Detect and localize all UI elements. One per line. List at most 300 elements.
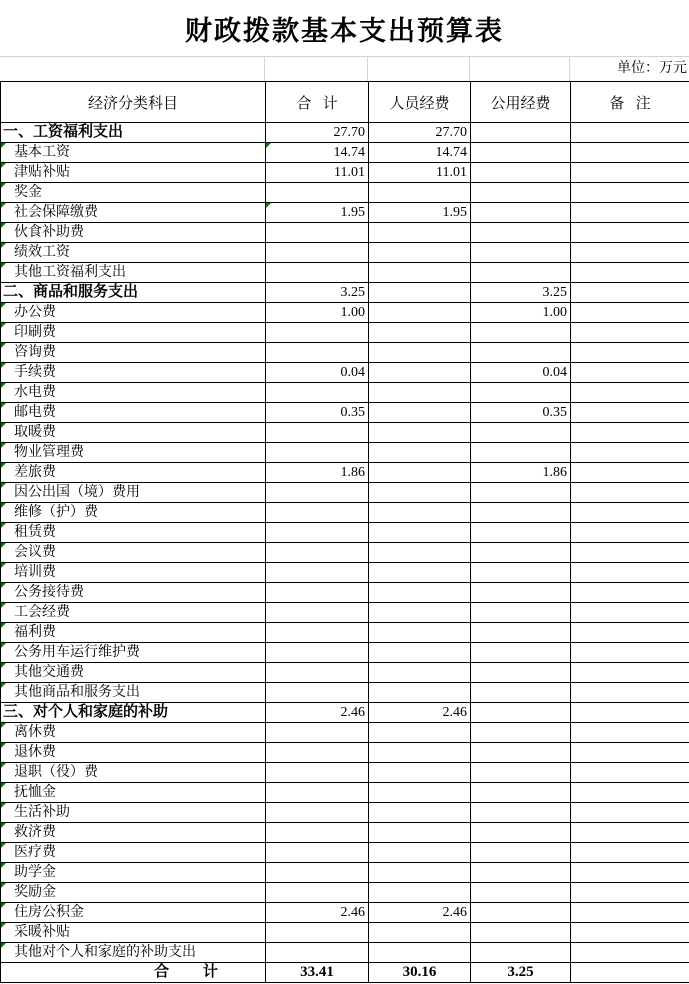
unit-note-row	[0, 56, 689, 81]
header-row	[1, 82, 689, 123]
comment-flag-icon	[1, 223, 6, 228]
row-label-cell: 水电费	[1, 383, 266, 403]
total-cell	[266, 263, 369, 283]
table-row	[1, 663, 689, 683]
personnel-cell	[369, 923, 471, 943]
public-cell	[471, 563, 571, 583]
personnel-cell: 30.16	[369, 963, 471, 983]
comment-flag-icon	[1, 483, 6, 488]
public-cell: 1.00	[471, 303, 571, 323]
total-cell	[266, 223, 369, 243]
total-cell	[266, 503, 369, 523]
public-cell	[471, 543, 571, 563]
public-cell	[471, 343, 571, 363]
total-cell	[266, 323, 369, 343]
personnel-cell	[369, 943, 471, 963]
comment-flag-icon	[1, 863, 6, 868]
total-cell	[266, 603, 369, 623]
row-label-cell: 维修（护）费	[1, 503, 266, 523]
budget-table	[0, 81, 689, 983]
table-row	[1, 703, 689, 723]
personnel-cell	[369, 443, 471, 463]
personnel-cell	[369, 863, 471, 883]
note-cell	[571, 783, 689, 803]
note-cell	[571, 363, 689, 383]
public-cell	[471, 123, 571, 143]
total-cell	[266, 683, 369, 703]
total-cell	[266, 763, 369, 783]
personnel-cell	[369, 883, 471, 903]
total-cell	[266, 943, 369, 963]
table-row	[1, 563, 689, 583]
col-header-total: 合 计	[266, 82, 369, 123]
comment-flag-icon	[1, 143, 6, 148]
table-row	[1, 423, 689, 443]
gridline	[469, 57, 470, 81]
table-row	[1, 823, 689, 843]
total-cell	[266, 563, 369, 583]
public-cell	[471, 883, 571, 903]
total-cell	[266, 343, 369, 363]
public-cell	[471, 263, 571, 283]
table-row	[1, 483, 689, 503]
public-cell	[471, 383, 571, 403]
public-cell	[471, 483, 571, 503]
comment-flag-icon	[1, 323, 6, 328]
total-cell	[266, 863, 369, 883]
personnel-cell	[369, 823, 471, 843]
note-cell	[571, 963, 689, 983]
public-cell: 0.35	[471, 403, 571, 423]
table-row	[1, 263, 689, 283]
row-label-cell: 离休费	[1, 723, 266, 743]
personnel-cell	[369, 783, 471, 803]
row-label-cell: 绩效工资	[1, 243, 266, 263]
total-cell: 11.01	[266, 163, 369, 183]
public-cell	[471, 163, 571, 183]
row-label-cell: 一、工资福利支出	[1, 123, 266, 143]
public-cell	[471, 803, 571, 823]
total-cell: 2.46	[266, 703, 369, 723]
public-cell	[471, 423, 571, 443]
comment-flag-icon	[1, 723, 6, 728]
personnel-cell: 27.70	[369, 123, 471, 143]
row-label-cell: 取暖费	[1, 423, 266, 443]
comment-flag-icon	[1, 443, 6, 448]
note-cell	[571, 903, 689, 923]
personnel-cell	[369, 663, 471, 683]
table-row	[1, 223, 689, 243]
total-cell	[266, 843, 369, 863]
public-cell	[471, 643, 571, 663]
public-cell	[471, 523, 571, 543]
public-cell	[471, 683, 571, 703]
personnel-cell	[369, 403, 471, 423]
note-cell	[571, 483, 689, 503]
table-row	[1, 183, 689, 203]
comment-flag-icon	[1, 623, 6, 628]
personnel-cell	[369, 803, 471, 823]
comment-flag-icon	[266, 203, 271, 208]
personnel-cell	[369, 843, 471, 863]
row-label-cell: 邮电费	[1, 403, 266, 423]
table-row	[1, 143, 689, 163]
comment-flag-icon	[1, 423, 6, 428]
personnel-cell	[369, 343, 471, 363]
note-cell	[571, 183, 689, 203]
note-cell	[571, 563, 689, 583]
public-cell	[471, 703, 571, 723]
row-label-cell: 咨询费	[1, 343, 266, 363]
table-row	[1, 683, 689, 703]
gridline	[367, 57, 368, 81]
table-row	[1, 243, 689, 263]
table-row	[1, 383, 689, 403]
table-row	[1, 323, 689, 343]
public-cell	[471, 323, 571, 343]
comment-flag-icon	[266, 143, 271, 148]
total-cell	[266, 523, 369, 543]
table-row	[1, 863, 689, 883]
row-label-cell: 救济费	[1, 823, 266, 843]
row-label-cell: 会议费	[1, 543, 266, 563]
comment-flag-icon	[1, 583, 6, 588]
comment-flag-icon	[1, 603, 6, 608]
total-cell	[266, 423, 369, 443]
row-label-cell: 因公出国（境）费用	[1, 483, 266, 503]
table-row	[1, 843, 689, 863]
row-label-cell: 印刷费	[1, 323, 266, 343]
row-label-cell: 手续费	[1, 363, 266, 383]
table-row	[1, 743, 689, 763]
row-label-cell: 医疗费	[1, 843, 266, 863]
comment-flag-icon	[1, 803, 6, 808]
public-cell	[471, 203, 571, 223]
comment-flag-icon	[1, 643, 6, 648]
row-label-cell: 其他工资福利支出	[1, 263, 266, 283]
page-title: 财政拨款基本支出预算表	[185, 15, 504, 46]
comment-flag-icon	[1, 923, 6, 928]
public-cell	[471, 663, 571, 683]
note-cell	[571, 123, 689, 143]
comment-flag-icon	[1, 503, 6, 508]
note-cell	[571, 623, 689, 643]
total-cell	[266, 243, 369, 263]
personnel-cell	[369, 283, 471, 303]
unit-label: 单位：万元	[617, 61, 687, 76]
row-label-cell: 社会保障缴费	[1, 203, 266, 223]
comment-flag-icon	[1, 783, 6, 788]
total-cell	[266, 543, 369, 563]
table-row	[1, 783, 689, 803]
note-cell	[571, 423, 689, 443]
public-cell	[471, 943, 571, 963]
row-label-cell: 其他交通费	[1, 663, 266, 683]
budget-table-body	[1, 123, 689, 983]
col-header-public: 公用经费	[471, 82, 571, 123]
row-label-cell: 合 计	[1, 963, 266, 983]
note-cell	[571, 703, 689, 723]
row-label-cell: 奖励金	[1, 883, 266, 903]
row-label-cell: 公务接待费	[1, 583, 266, 603]
row-label-cell: 基本工资	[1, 143, 266, 163]
table-row	[1, 523, 689, 543]
note-cell	[571, 383, 689, 403]
public-cell	[471, 443, 571, 463]
personnel-cell	[369, 243, 471, 263]
comment-flag-icon	[1, 543, 6, 548]
table-row	[1, 963, 689, 983]
note-cell	[571, 843, 689, 863]
note-cell	[571, 803, 689, 823]
personnel-cell	[369, 563, 471, 583]
col-header-personnel: 人员经费	[369, 82, 471, 123]
personnel-cell	[369, 523, 471, 543]
row-label-cell: 培训费	[1, 563, 266, 583]
total-cell: 1.95	[266, 203, 369, 223]
personnel-cell	[369, 383, 471, 403]
public-cell	[471, 583, 571, 603]
personnel-cell	[369, 483, 471, 503]
public-cell	[471, 863, 571, 883]
total-cell	[266, 623, 369, 643]
comment-flag-icon	[1, 663, 6, 668]
comment-flag-icon	[1, 363, 6, 368]
personnel-cell	[369, 623, 471, 643]
table-row	[1, 923, 689, 943]
comment-flag-icon	[1, 903, 6, 908]
personnel-cell	[369, 363, 471, 383]
total-cell	[266, 783, 369, 803]
row-label-cell: 物业管理费	[1, 443, 266, 463]
comment-flag-icon	[1, 303, 6, 308]
personnel-cell	[369, 303, 471, 323]
total-cell: 14.74	[266, 143, 369, 163]
col-header-subject: 经济分类科目	[1, 82, 266, 123]
total-cell	[266, 663, 369, 683]
note-cell	[571, 263, 689, 283]
public-cell: 1.86	[471, 463, 571, 483]
total-cell	[266, 643, 369, 663]
table-row	[1, 763, 689, 783]
row-label-cell: 退休费	[1, 743, 266, 763]
table-row	[1, 363, 689, 383]
table-row	[1, 943, 689, 963]
row-label-cell: 奖金	[1, 183, 266, 203]
comment-flag-icon	[1, 263, 6, 268]
total-cell	[266, 483, 369, 503]
comment-flag-icon	[1, 843, 6, 848]
row-label-cell: 采暖补贴	[1, 923, 266, 943]
note-cell	[571, 443, 689, 463]
comment-flag-icon	[1, 763, 6, 768]
comment-flag-icon	[1, 243, 6, 248]
table-row	[1, 723, 689, 743]
public-cell	[471, 923, 571, 943]
total-cell: 1.00	[266, 303, 369, 323]
note-cell	[571, 943, 689, 963]
comment-flag-icon	[1, 523, 6, 528]
comment-flag-icon	[1, 943, 6, 948]
row-label-cell: 差旅费	[1, 463, 266, 483]
table-row	[1, 283, 689, 303]
public-cell	[471, 623, 571, 643]
table-row	[1, 623, 689, 643]
personnel-cell	[369, 543, 471, 563]
public-cell	[471, 763, 571, 783]
table-row	[1, 443, 689, 463]
personnel-cell	[369, 423, 471, 443]
row-label-cell: 办公费	[1, 303, 266, 323]
note-cell	[571, 403, 689, 423]
personnel-cell	[369, 323, 471, 343]
row-label-cell: 其他对个人和家庭的补助支出	[1, 943, 266, 963]
total-cell	[266, 803, 369, 823]
row-label-cell: 其他商品和服务支出	[1, 683, 266, 703]
personnel-cell	[369, 763, 471, 783]
public-cell	[471, 223, 571, 243]
personnel-cell	[369, 583, 471, 603]
public-cell: 3.25	[471, 963, 571, 983]
note-cell	[571, 923, 689, 943]
note-cell	[571, 603, 689, 623]
total-cell: 2.46	[266, 903, 369, 923]
table-row	[1, 583, 689, 603]
total-cell	[266, 183, 369, 203]
table-row	[1, 803, 689, 823]
note-cell	[571, 663, 689, 683]
public-cell: 0.04	[471, 363, 571, 383]
gridline	[569, 57, 570, 81]
personnel-cell	[369, 743, 471, 763]
personnel-cell	[369, 723, 471, 743]
public-cell	[471, 243, 571, 263]
row-label-cell: 住房公积金	[1, 903, 266, 923]
public-cell	[471, 903, 571, 923]
public-cell	[471, 723, 571, 743]
total-cell	[266, 883, 369, 903]
total-cell	[266, 723, 369, 743]
comment-flag-icon	[1, 883, 6, 888]
table-row	[1, 123, 689, 143]
row-label-cell: 三、对个人和家庭的补助	[1, 703, 266, 723]
comment-flag-icon	[1, 823, 6, 828]
personnel-cell: 14.74	[369, 143, 471, 163]
table-row	[1, 203, 689, 223]
comment-flag-icon	[1, 203, 6, 208]
table-row	[1, 603, 689, 623]
total-cell: 33.41	[266, 963, 369, 983]
note-cell	[571, 763, 689, 783]
comment-flag-icon	[1, 163, 6, 168]
row-label-cell: 抚恤金	[1, 783, 266, 803]
total-cell	[266, 443, 369, 463]
public-cell	[471, 823, 571, 843]
total-cell: 0.35	[266, 403, 369, 423]
comment-flag-icon	[1, 183, 6, 188]
personnel-cell: 2.46	[369, 703, 471, 723]
row-label-cell: 退职（役）费	[1, 763, 266, 783]
note-cell	[571, 643, 689, 663]
total-cell	[266, 583, 369, 603]
row-label-cell: 伙食补助费	[1, 223, 266, 243]
comment-flag-icon	[1, 743, 6, 748]
personnel-cell: 1.95	[369, 203, 471, 223]
total-cell: 27.70	[266, 123, 369, 143]
note-cell	[571, 303, 689, 323]
personnel-cell	[369, 263, 471, 283]
personnel-cell	[369, 643, 471, 663]
personnel-cell	[369, 223, 471, 243]
table-row	[1, 503, 689, 523]
note-cell	[571, 523, 689, 543]
personnel-cell	[369, 603, 471, 623]
note-cell	[571, 683, 689, 703]
public-cell: 3.25	[471, 283, 571, 303]
personnel-cell: 11.01	[369, 163, 471, 183]
note-cell	[571, 143, 689, 163]
note-cell	[571, 723, 689, 743]
total-cell	[266, 823, 369, 843]
public-cell	[471, 603, 571, 623]
total-cell	[266, 383, 369, 403]
total-cell	[266, 743, 369, 763]
note-cell	[571, 163, 689, 183]
row-label-cell: 租赁费	[1, 523, 266, 543]
table-row	[1, 163, 689, 183]
note-cell	[571, 463, 689, 483]
public-cell	[471, 183, 571, 203]
comment-flag-icon	[1, 463, 6, 468]
comment-flag-icon	[1, 563, 6, 568]
note-cell	[571, 823, 689, 843]
total-cell: 0.04	[266, 363, 369, 383]
row-label-cell: 工会经费	[1, 603, 266, 623]
note-cell	[571, 323, 689, 343]
total-cell: 3.25	[266, 283, 369, 303]
col-header-remarks: 备 注	[571, 82, 689, 123]
note-cell	[571, 583, 689, 603]
personnel-cell	[369, 503, 471, 523]
personnel-cell	[369, 683, 471, 703]
comment-flag-icon	[1, 683, 6, 688]
table-row	[1, 343, 689, 363]
table-row	[1, 303, 689, 323]
table-row	[1, 883, 689, 903]
total-cell: 1.86	[266, 463, 369, 483]
note-cell	[571, 243, 689, 263]
row-label-cell: 公务用车运行维护费	[1, 643, 266, 663]
table-row	[1, 903, 689, 923]
row-label-cell: 助学金	[1, 863, 266, 883]
personnel-cell	[369, 183, 471, 203]
comment-flag-icon	[1, 343, 6, 348]
note-cell	[571, 503, 689, 523]
comment-flag-icon	[1, 383, 6, 388]
table-row	[1, 403, 689, 423]
personnel-cell	[369, 463, 471, 483]
public-cell	[471, 503, 571, 523]
gridline	[264, 57, 265, 81]
row-label-cell: 福利费	[1, 623, 266, 643]
personnel-cell: 2.46	[369, 903, 471, 923]
comment-flag-icon	[1, 403, 6, 408]
row-label-cell: 生活补助	[1, 803, 266, 823]
public-cell	[471, 843, 571, 863]
note-cell	[571, 543, 689, 563]
note-cell	[571, 883, 689, 903]
row-label-cell: 津贴补贴	[1, 163, 266, 183]
